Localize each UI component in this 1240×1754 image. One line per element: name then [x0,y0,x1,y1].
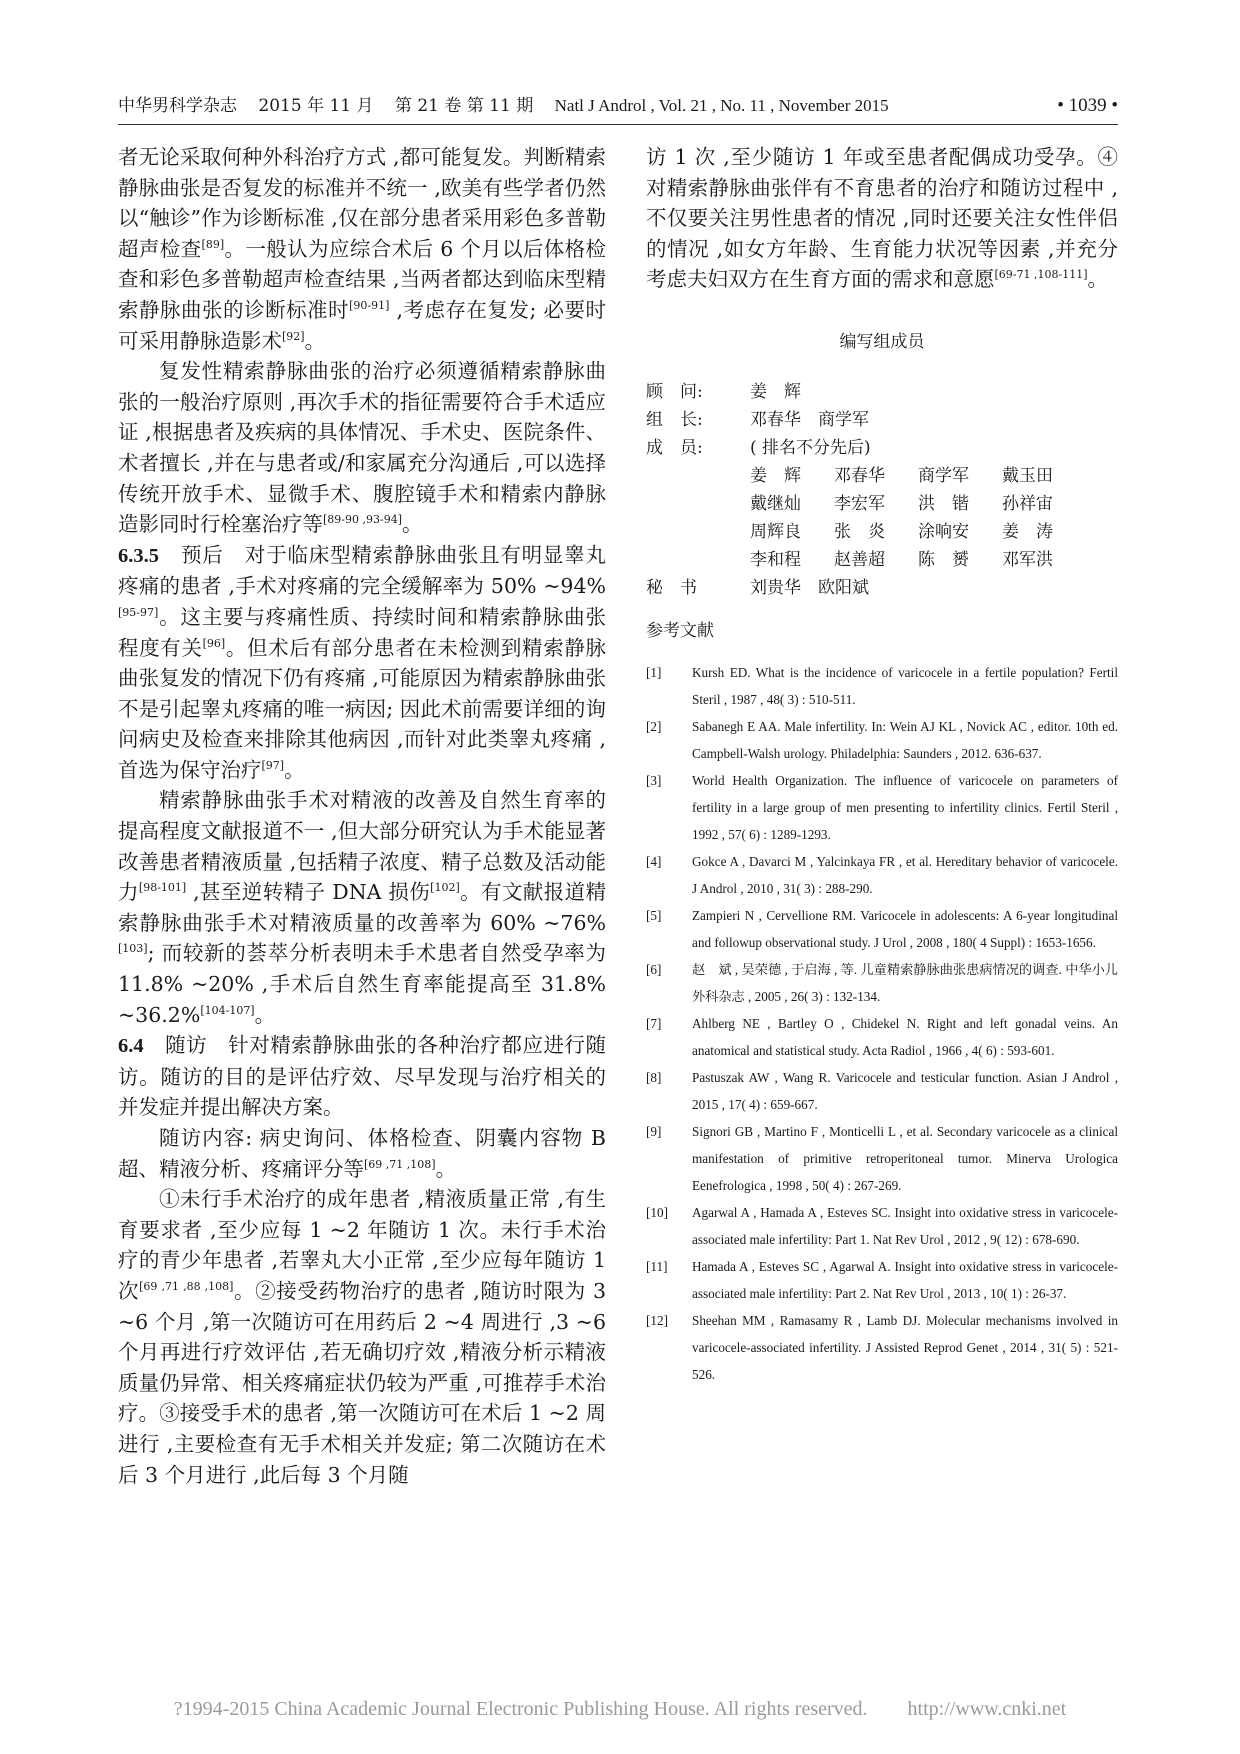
reference-number: [5] [646,907,662,923]
paragraph [118,1184,606,1490]
text-run: 者无论采取何种外科治疗方式 ,都可能复发。判断精索静脉曲张是否复发的标准并不统一 ,欧美有些学者仍然以“触诊”作为诊断标准 ,仅在部分患者采用彩色多普勒超声检查 [118,145,606,261]
member-name: 陈 赟 [918,549,969,570]
text-run: 。 [402,512,423,537]
volume-issue-cn: 第 21 卷 第 11 期 [394,96,534,116]
journal-citation-en: Natl J Androl , Vol. 21 , No. 11 , November 2015 [554,96,889,115]
member-row [646,546,1118,574]
reference-item [646,956,1118,1010]
references-title: 参考文献 [646,620,714,641]
text-run: 访 1 次 ,至少随访 1 年或至患者配偶成功受孕。④对精索静脉曲张伴有不育患者的治疗和随访过程中 ,不仅要关注男性患者的情况 ,同时还要关注女性伴侣的情况 ,如女方年龄、生育能力状况等因素 ,并充分考虑夫妇双方在生育方面的需求和意愿 [646,145,1118,292]
reference-item [646,713,1118,767]
journal-name-cn: 中华男科学杂志 [118,96,237,116]
author-roster [646,378,1118,602]
citation-superscript: [102] [430,881,460,895]
reference-item [646,1253,1118,1307]
reference-item [646,1199,1118,1253]
text-run: 随访 针对精索静脉曲张的各种治疗都应进行随访。随访的目的是评估疗效、尽早发现与治疗相关的并发症并提出解决方案。 [118,1033,606,1120]
reference-text: Hamada A , Esteves SC , Agarwal A. Insight into oxidative stress in varicocele-associated male infertility: Part 2. Nat Rev Urol , 2013 , 10( 1) : 26-37. [692,1258,1118,1301]
reference-number: [4] [646,853,662,869]
member-name: 张 炎 [834,521,885,542]
reference-text: Ahlberg NE , Bartley O , Chidekel N. Right and left gonadal veins. An anatomical and statistical study. Acta Radiol , 1966 , 4( 6) : 593-601. [692,1015,1118,1058]
member-names [750,490,1118,518]
reference-item [646,1064,1118,1118]
text-run: 。②接受药物治疗的患者 ,随访时限为 3 ~6 个月 ,第一次随访可在用药后 2 ~4 周进行 ,3 ~6 个月再进行疗效评估 ,若无确切疗效 ,精液分析示精液质量仍异常、相关疼痛症状仍较为严重 ,可推荐手术治疗。③接受手术的患者 ,第一次随访可在术后 1 ~2 周进行 ,主要检查有无手术相关并发症; 第二次随访在术后 3 个月进行 ,此后每 3 个月随 [118,1278,606,1487]
roster-label: 秘 书 [646,577,697,598]
section-number: 6.4 [118,1035,144,1058]
reference-text: Signori GB , Martino F , Monticelli L , et al. Secondary varicocele as a clinical manifestation of primitive retroperitoneal tumor. Minerva Urologica Eenefrologica , 1998 , 50( 4) : 267-269. [692,1123,1118,1193]
text-run: ,考虑存在复发; 必要时可采用静脉造影术 [118,297,606,353]
citation-superscript: [92] [282,329,305,343]
reference-item [646,848,1118,902]
citation-superscript: [69 ,71 ,108] [364,1157,436,1171]
roster-label: 组 长: [646,409,703,430]
member-name: 邓军洪 [1002,549,1053,570]
reference-text: Sheehan MM , Ramasamy R , Lamb DJ. Molecular mechanisms involved in varicocele-associated infertility. J Assisted Reprod Genet , 2014 , 31( 5) : 521-526. [692,1312,1118,1382]
member-name: 赵善超 [834,549,885,570]
member-name: 姜 涛 [1002,521,1053,542]
text-run: ; 而较新的荟萃分析表明未手术患者自然受孕率为 11.8% ~20% ,手术后自然生育率能提高至 31.8% ~36.2% [118,941,606,1027]
roster-row-advisor [646,378,1118,406]
citation-superscript: [104-107] [200,1003,255,1017]
member-name: 孙祥宙 [1002,493,1053,514]
text-run: 。 [435,1156,457,1181]
reference-text: Gokce A , Davarci M , Yalcinkaya FR , et al. Hereditary behavior of varicocele. J Androl , 2010 , 31( 3) : 288-290. [692,853,1118,896]
reference-text: 赵 斌 , 吴荣德 , 于启海 , 等. 儿童精索静脉曲张患病情况的调查. 中华小儿外科杂志 , 2005 , 26( 3) : 132-134. [692,961,1118,1004]
text-run: 随访内容: 病史询问、体格检查、阴囊内容物 B 超、精液分析、疼痛评分等 [118,1126,606,1181]
reference-text: Pastuszak AW , Wang R. Varicocele and testicular function. Asian J Androl , 2015 , 17( 4) : 659-667. [692,1069,1118,1112]
text-run: ,甚至逆转精子 DNA 损伤 [186,880,431,905]
reference-text: World Health Organization. The influence of varicocele on parameters of fertility in a large group of men presenting to infertility clinics. Fertil Steril , 1992 , 57( 6) : 1289-1293. [692,772,1118,842]
text-run: 。 [284,757,305,782]
member-list [646,462,1118,574]
text-run: ①未行手术治疗的成年患者 ,精液质量正常 ,有生育要求者 ,至少应每 1 ~2 年随访 1 次。未行手术治疗的青少年患者 ,若睾丸大小正常 ,至少应每年随访 1 次 [118,1187,606,1303]
citation-superscript: [98-101] [138,881,187,895]
roster-value: 刘贵华 欧阳斌 [750,577,869,598]
text-run: 。但术后有部分患者在未检测到精索静脉曲张复发的情况下仍有疼痛 ,可能原因为精索静脉曲张不是引起睾丸疼痛的唯一病因; 因此术前需要详细的询问病史及检查来排除其他病因 ,而针对此类睾丸疼痛 ,首选为保守治疗 [118,635,607,782]
reference-item [646,1010,1118,1064]
reference-number: [11] [646,1258,668,1274]
citation-superscript: [97] [261,758,285,772]
member-names [750,546,1118,574]
reference-text: Zampieri N , Cervellione RM. Varicocele in adolescents: A 6-year longitudinal and followup observational study. J Urol , 2008 , 180( 4 Suppl) : 1653-1656. [692,907,1118,950]
reference-number: [3] [646,772,662,788]
roster-row-leader [646,406,1118,434]
right-column-text [646,142,1118,295]
member-name: 戴玉田 [1002,465,1053,486]
citation-superscript: [69-71 ,108-111] [994,268,1088,282]
reference-number: [7] [646,1015,662,1031]
text-run: 。 [304,328,326,353]
member-row [646,462,1118,490]
roster-label-spacer [646,546,750,574]
roster-row-secretary [646,574,1118,602]
section-number: 6.3.5 [118,544,159,567]
header-rule [118,124,1118,125]
paragraph [118,1030,606,1123]
citation-superscript: [103] [118,942,148,956]
paragraph [118,540,606,786]
citation-superscript: [89-90 ,93-94] [323,513,402,527]
paragraph [118,1123,606,1184]
citation-superscript: [95-97] [118,605,159,619]
roster-label-spacer [646,518,750,546]
reference-number: [12] [646,1312,668,1328]
running-header [118,92,1118,120]
roster-title: 编写组成员 [839,331,925,352]
roster-label-spacer [646,462,750,490]
reference-item [646,659,1118,713]
paragraph [646,142,1118,295]
text-run: 。 [254,1002,276,1027]
paragraph [118,785,606,1030]
reference-text: Sabanegh E AA. Male infertility. In: Wein AJ KL , Novick AC , editor. 10th ed. Campbell-Walsh urology. Philadelphia: Saunders , 2012. 636-637. [692,718,1118,761]
reference-item [646,902,1118,956]
text-run: 。有文献报道精索静脉曲张手术对精液质量的改善率为 60% ~76% [118,880,607,935]
citation-superscript: [89] [201,237,225,251]
roster-label: 顾 问: [646,381,703,402]
roster-label: 成 员: [646,437,703,458]
paragraph [118,356,606,540]
reference-text: Agarwal A , Hamada A , Esteves SC. Insight into oxidative stress in varicocele-associated male infertility: Part 1. Nat Rev Urol , 2012 , 9( 12) : 678-690. [692,1204,1118,1247]
issue-date-cn: 2015 年 11 月 [258,96,374,116]
text-run: 预后 对于临床型精索静脉曲张且有明显睾丸疼痛的患者 ,手术对疼痛的完全缓解率为 50% ~94% [118,542,606,599]
member-names [750,462,1118,490]
text-run: 复发性精索静脉曲张的治疗必须遵循精索静脉曲张的一般治疗原则 ,再次手术的指征需要符合手术适应证 ,根据患者及疾病的具体情况、手术史、医院条件、术者擅长 ,并在与患者或/和家属充分沟通后 ,可以选择传统开放手术、显微手术、腹腔镜手术和精索内静脉造影同时行栓塞治疗等 [118,359,606,537]
reference-number: [1] [646,664,662,680]
text-run: 精索静脉曲张手术对精液的改善及自然生育率的提高程度文献报道不一 ,但大部分研究认为手术能显著改善患者精液质量 ,包括精子浓度、精子总数及活动能力 [118,788,606,905]
member-name: 戴继灿 [750,493,801,514]
reference-item [646,1118,1118,1199]
text-run: 。 [1087,267,1108,292]
roster-label-spacer [646,490,750,518]
member-row [646,518,1118,546]
text-run: 。这主要与疼痛性质、持续时间和精索静脉曲张程度有关 [118,604,606,660]
roster-value: ( 排名不分先后) [750,437,871,458]
reference-number: [10] [646,1204,668,1220]
member-name: 涂响安 [918,521,969,542]
text-run: 。一般认为应综合术后 6 个月以后体格检查和彩色多普勒超声检查结果 ,当两者都达到临床型精索静脉曲张的诊断标准时 [118,236,607,322]
roster-value: 姜 辉 [750,381,801,402]
member-name: 李和程 [750,549,801,570]
member-names [750,518,1118,546]
citation-superscript: [90-91] [349,298,390,312]
reference-item [646,767,1118,848]
reference-number: [2] [646,718,662,734]
member-name: 洪 锴 [918,493,969,514]
reference-number: [8] [646,1069,662,1085]
reference-item [646,1307,1118,1388]
header-left [118,92,905,120]
citation-superscript: [69 ,71 ,88 ,108] [139,1279,234,1293]
reference-list [646,659,1118,1388]
reference-text: Kursh ED. What is the incidence of varicocele in a fertile population? Fertil Steril , 1987 , 48( 3) : 510-511. [692,664,1118,707]
left-column [118,142,606,1490]
member-row [646,490,1118,518]
member-name: 姜 辉 [750,465,801,486]
member-name: 邓春华 [834,465,885,486]
reference-number: [9] [646,1123,662,1139]
copyright-footer: ?1994-2015 China Academic Journal Electronic Publishing House. All rights reserved. http://www.cnki.net [173,1698,1067,1720]
reference-number: [6] [646,961,662,977]
member-name: 周辉良 [750,521,801,542]
citation-superscript: [96] [202,636,226,650]
member-name: 商学军 [918,465,969,486]
roster-value: 邓春华 商学军 [750,409,869,430]
roster-row-members [646,434,1118,462]
paragraph [118,142,606,356]
page-number: • 1039 • [1057,95,1118,116]
right-column [646,142,1118,1388]
member-name: 李宏军 [834,493,885,514]
